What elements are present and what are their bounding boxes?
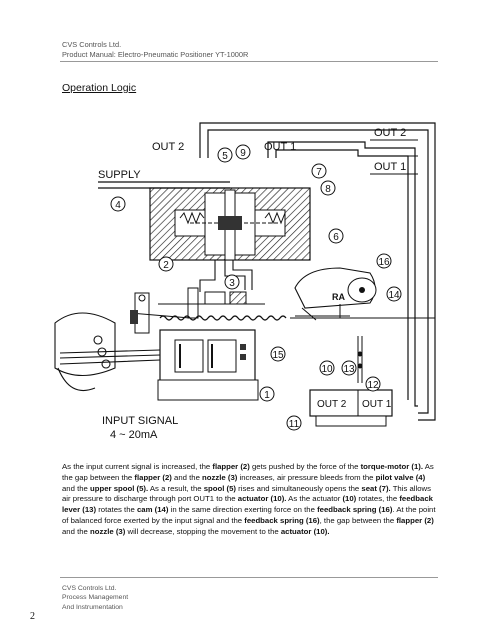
svg-text:9: 9 xyxy=(240,148,246,159)
bold-term: feedback spring (16) xyxy=(317,505,393,515)
flapper-nozzle xyxy=(158,288,265,318)
callout-5 xyxy=(218,148,232,162)
text-run: As a result, the xyxy=(148,483,204,493)
label-out1-right: OUT 1 xyxy=(374,161,407,173)
svg-text:6: 6 xyxy=(333,232,339,243)
bold-term: upper spool (5). xyxy=(90,483,149,493)
svg-text:12: 12 xyxy=(367,380,379,391)
label-input-range: 4 ~ 20mA xyxy=(110,429,158,441)
callout-7 xyxy=(312,164,326,178)
svg-text:5: 5 xyxy=(222,151,228,162)
callout-15 xyxy=(271,347,285,361)
pilot-valve-body xyxy=(150,188,310,260)
label-block-out1: OUT 1 xyxy=(362,399,392,410)
callout-8 xyxy=(321,181,335,195)
label-ra: RA xyxy=(332,292,345,302)
bold-term: torque-motor (1). xyxy=(360,462,423,471)
text-run: rotates the xyxy=(96,505,137,515)
text-run: As the input current signal is increased, the xyxy=(62,462,213,471)
label-block-out2: OUT 2 xyxy=(317,399,347,410)
footer-rule xyxy=(60,577,438,578)
callout-3 xyxy=(225,275,239,289)
torque-motor xyxy=(158,330,258,400)
header-manual-title: Product Manual: Electro-Pneumatic Positioner YT-1000R xyxy=(62,49,249,59)
label-out2-right: OUT 2 xyxy=(374,127,407,139)
text-run: . At the point of balanced force exerted by the input signal and the xyxy=(62,505,436,525)
bold-term: seat (7). xyxy=(361,483,391,493)
text-run: and the xyxy=(62,483,91,493)
callout-12 xyxy=(366,377,380,391)
callout-13 xyxy=(342,361,356,375)
callout-11 xyxy=(287,416,301,430)
text-run: This allows air pressure to discharge through port OUT1 to the xyxy=(62,483,432,504)
bold-term: nozzle (3) xyxy=(202,472,238,482)
actuator-block xyxy=(310,390,392,426)
svg-text:15: 15 xyxy=(272,350,284,361)
text-run: , the gap between the xyxy=(319,515,397,525)
bold-term: flapper (2) xyxy=(212,462,250,471)
out-labels xyxy=(152,127,406,173)
svg-text:13: 13 xyxy=(343,364,355,375)
callout-10 xyxy=(320,361,334,375)
text-run: increases, air pressure bleeds from the xyxy=(237,472,376,482)
footer-line-3: And Instrumentation xyxy=(62,603,123,611)
text-run: gets pushed by the force of the xyxy=(249,462,361,471)
callout-9 xyxy=(236,145,250,159)
bold-term: flapper (2) xyxy=(396,515,434,525)
bold-term: flapper (2) xyxy=(134,472,172,482)
svg-text:14: 14 xyxy=(388,290,400,301)
text-run: and the xyxy=(62,526,91,536)
bold-term: (10) xyxy=(342,494,357,504)
feedback-lever xyxy=(358,336,362,383)
bold-term: feedback lever (13) xyxy=(62,494,433,515)
svg-text:2: 2 xyxy=(163,260,169,271)
page-number: 2 xyxy=(30,611,35,622)
bold-term: actuator (10). xyxy=(237,494,287,504)
feedback-cam xyxy=(295,268,376,320)
svg-text:7: 7 xyxy=(316,167,322,178)
bold-term: spool (5) xyxy=(203,483,237,493)
text-run: will decrease, stopping the movement to the xyxy=(125,526,281,536)
svg-text:1: 1 xyxy=(264,390,270,401)
label-input-signal: INPUT SIGNAL xyxy=(102,415,179,427)
svg-text:8: 8 xyxy=(325,184,331,195)
callout-2 xyxy=(159,257,173,271)
operation-diagram xyxy=(40,118,450,448)
svg-text:10: 10 xyxy=(321,364,333,375)
text-run: rotates, the xyxy=(356,494,400,504)
page-footer xyxy=(62,584,128,612)
svg-text:3: 3 xyxy=(229,278,235,289)
footer-line-2: Process Management xyxy=(62,594,129,602)
bold-term: actuator (10). xyxy=(280,526,330,536)
section-title: Operation Logic xyxy=(62,82,137,94)
callout-4 xyxy=(111,197,125,211)
text-run: in the same direction exerting force on the xyxy=(168,505,318,515)
operation-description xyxy=(62,462,438,538)
label-out1-left: OUT 1 xyxy=(264,141,297,153)
text-run: and the xyxy=(171,472,203,482)
callout-6 xyxy=(329,229,343,243)
header-company: CVS Controls Ltd. xyxy=(62,40,122,49)
svg-text:4: 4 xyxy=(115,200,121,211)
page-header xyxy=(62,40,248,59)
header-rule xyxy=(60,61,438,62)
footer-company: CVS Controls Ltd. xyxy=(62,585,117,592)
text-run: rises and simultaneously opens the xyxy=(236,483,362,493)
label-supply: SUPPLY xyxy=(98,169,141,181)
svg-text:16: 16 xyxy=(378,257,390,268)
callout-14 xyxy=(387,287,401,301)
text-run: As the actuator xyxy=(286,494,343,504)
bold-term: feedback spring (16) xyxy=(244,515,320,525)
label-out2-left: OUT 2 xyxy=(152,141,185,153)
bold-term: cam (14) xyxy=(136,505,169,515)
svg-text:11: 11 xyxy=(288,419,300,430)
bold-term: nozzle (3) xyxy=(90,526,126,536)
callout-16 xyxy=(377,254,391,268)
bold-term: pilot valve (4) xyxy=(375,472,426,482)
text-run: As the gap between the xyxy=(62,462,434,482)
callout-1 xyxy=(260,387,274,401)
